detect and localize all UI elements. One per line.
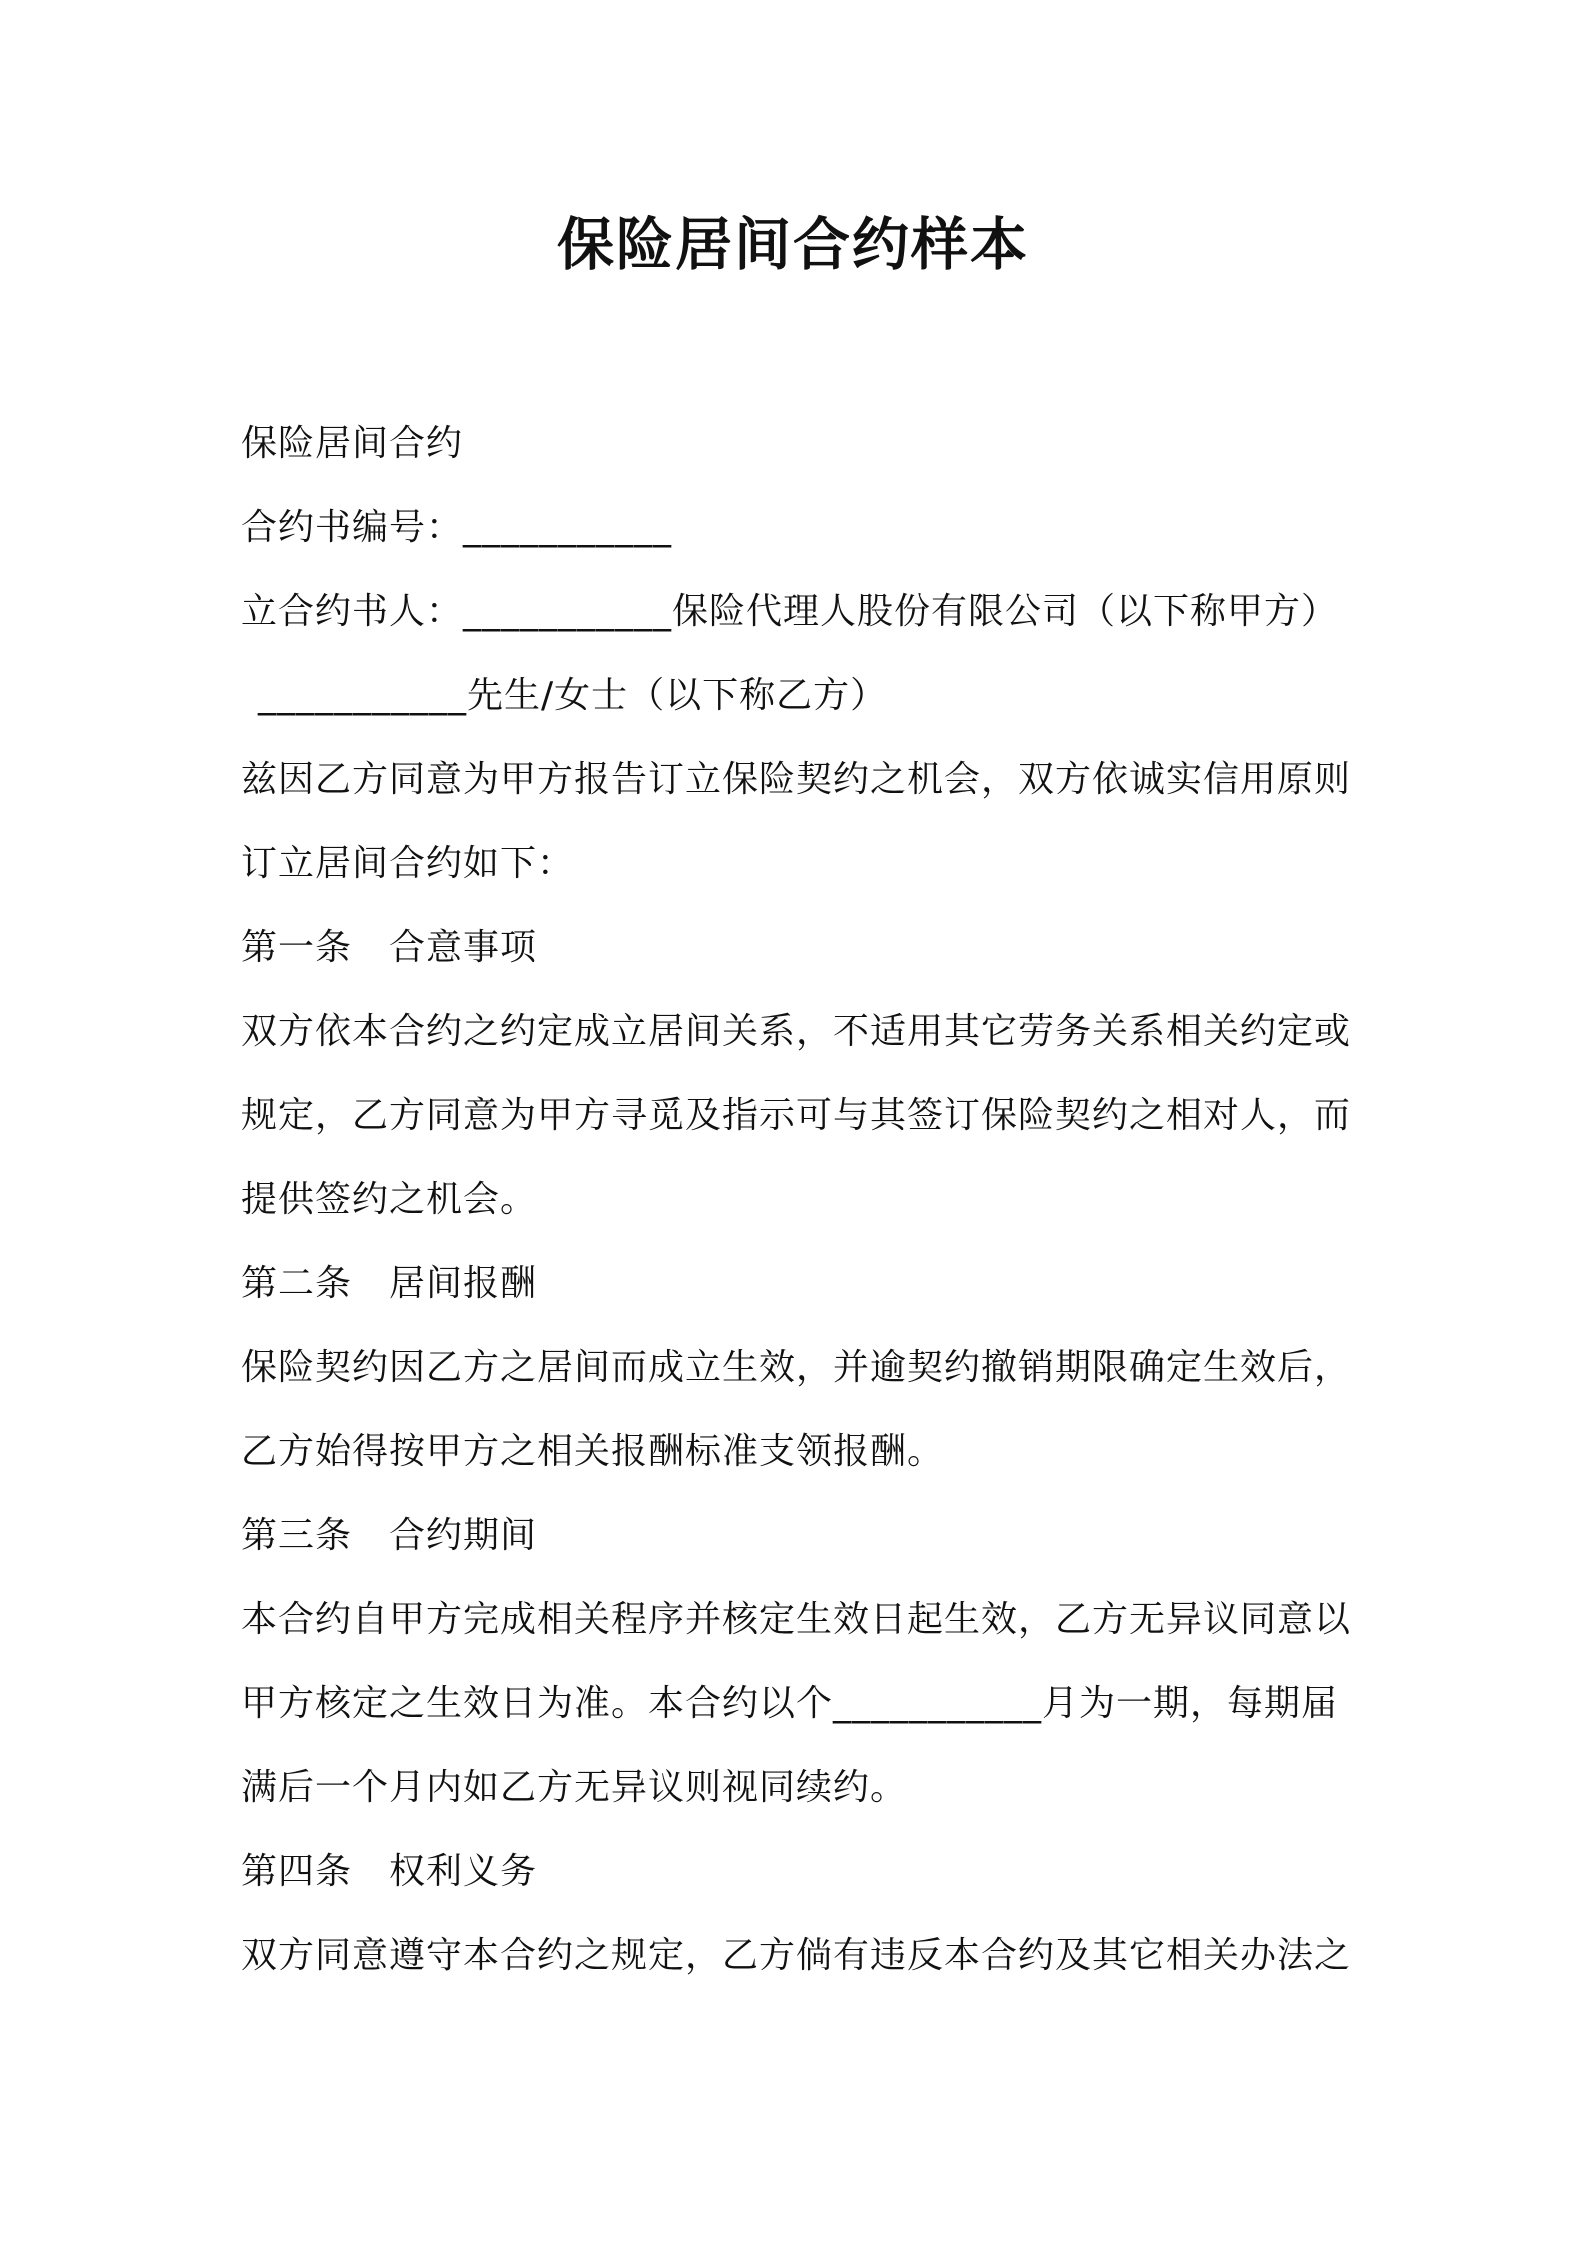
article-number: 第四条 [241,1851,353,1892]
article-text-line: 满后一个月内如乙方无异议则视同续约。 [241,1767,908,1808]
article-heading [241,1494,1361,1578]
article-title: 权利义务 [389,1851,538,1892]
article-text-line: 双方依本合约之约定成立居间关系，不适用其它劳务关系相关约定或 [241,1011,1352,1052]
article-number: 第三条 [241,1515,353,1556]
article-text-line: 本合约自甲方完成相关程序并核定生效日起生效，乙方无异议同意以 [241,1599,1352,1640]
party-a-line: 立合约书人：___________保险代理人股份有限公司（以下称甲方） [241,591,1339,632]
preamble-line: 兹因乙方同意为甲方报告订立保险契约之机会，双方依诚实信用原则 [241,759,1352,800]
article-heading [241,1242,1361,1326]
party-b-line: ___________先生/女士（以下称乙方） [258,675,888,716]
article-text-line: 规定，乙方同意为甲方寻觅及指示可与其签订保险契约之相对人，而 [241,1095,1352,1136]
article-text-line: 乙方始得按甲方之相关报酬标准支领报酬。 [241,1431,945,1472]
contract-number-line: 合约书编号：___________ [241,507,673,548]
article-heading [241,906,1361,990]
article-number: 第二条 [241,1263,353,1304]
document-title: 保险居间合约样本 [557,212,1029,278]
article-title: 合约期间 [389,1515,538,1556]
document-body [241,402,1361,1998]
article-text-line: 保险契约因乙方之居间而成立生效，并逾契约撤销期限确定生效后， [241,1347,1352,1388]
article-number: 第一条 [241,927,353,968]
article-text-line: 甲方核定之生效日为准。本合约以个___________月为一期，每期届 [241,1683,1339,1724]
article-title: 合意事项 [389,927,538,968]
article-title: 居间报酬 [389,1263,538,1304]
article-heading [241,1830,1361,1914]
article-text-line: 提供签约之机会。 [241,1179,538,1220]
preamble-line: 订立居间合约如下： [241,843,575,884]
article-text-line: 双方同意遵守本合约之规定，乙方倘有违反本合约及其它相关办法之 [241,1935,1352,1976]
contract-heading: 保险居间合约 [241,423,464,464]
